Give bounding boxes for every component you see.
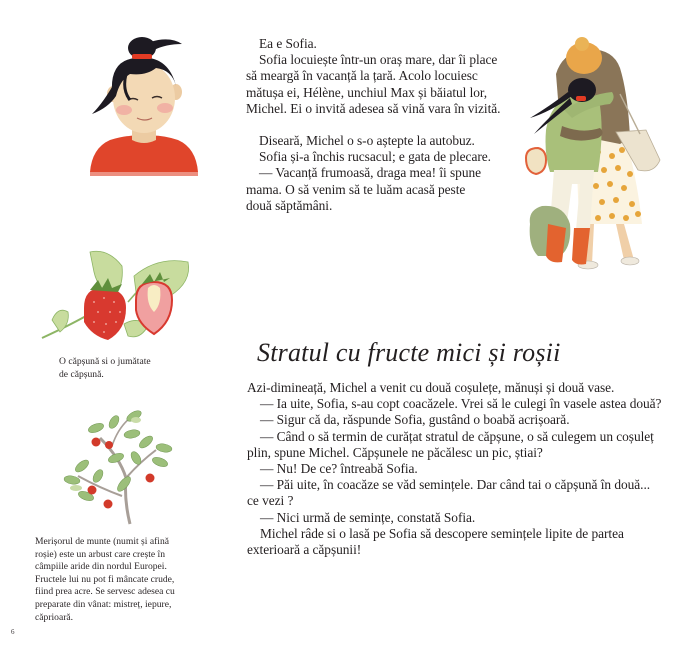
section-line: exterioară a căpșunii! xyxy=(247,542,362,558)
intro-line: Ea e Sofia. xyxy=(259,36,317,51)
strawberry-caption xyxy=(59,356,151,381)
caption-line: câmpiile aride din nordul Europei. xyxy=(35,561,167,573)
intro-line: să meargă în vacanță la țară. Acolo locuiesc xyxy=(246,68,478,84)
intro-text xyxy=(246,36,516,214)
intro-line: mama. O să venim să te luăm acasă peste xyxy=(246,181,466,197)
section-text xyxy=(247,380,667,558)
intro-line: Michel. Ei o invită adesea să vină vara în vizită. xyxy=(246,100,501,116)
section-line: Azi-dimineață, Michel a venit cu două coșulețe, mănuși și două vase. xyxy=(247,380,615,395)
section-line: — Sigur că da, răspunde Sofia, gustând o boabă acrișoară. xyxy=(260,412,570,428)
strawberries-illustration xyxy=(38,246,198,346)
intro-line: mătușa ei, Hélène, unchiul Max și băiatul lor, xyxy=(246,84,488,100)
paragraph-gap xyxy=(246,117,516,133)
caption-line: O căpșună si o jumătate xyxy=(59,356,151,367)
bearberry-illustration xyxy=(60,408,180,526)
section-line: — Ia uite, Sofia, s-au copt coacăzele. Vrei să le culegi în vasele astea două? xyxy=(260,396,662,412)
section-line: — Păi uite, în coacăze se văd semințele. Dar când tai o căpșună în două... xyxy=(260,477,651,493)
intro-line: — Vacanță frumoasă, draga mea! îi spune xyxy=(259,165,482,181)
caption-line: de căpșună. xyxy=(59,368,104,380)
section-line: — Nici urmă de semințe, constată Sofia. xyxy=(260,509,476,525)
caption-line: Fructele lui nu pot fi mâncate crude, xyxy=(35,573,175,585)
intro-line: două săptămâni. xyxy=(246,197,333,213)
caption-line: preparate din vânat: mistreț, iepure, xyxy=(35,598,172,610)
section-line: — Când o să termin de curățat stratul de căpșune, o să culegem un coșuleț xyxy=(260,428,654,444)
caption-line: fiind prea acre. Se servesc adesea cu xyxy=(35,586,175,598)
section-line: Michel râde si o lasă pe Sofia să descopere semințele lipite de partea xyxy=(260,525,624,541)
section-line: plin, spune Michel. Căpșunele ne păcălesc un pic, știai? xyxy=(247,444,543,460)
section-line: ce vezi ? xyxy=(247,493,294,509)
caption-line: roșie) este un arbust care crește în xyxy=(35,548,165,560)
hug-scene-illustration xyxy=(520,34,670,274)
caption-line: Merișorul de munte (numit și afină xyxy=(35,536,170,547)
caption-line: căprioară. xyxy=(35,611,74,623)
intro-line: Sofia și-a închis rucsacul; e gata de plecare. xyxy=(259,149,491,165)
section-line: — Nu! De ce? întreabă Sofia. xyxy=(260,461,418,477)
section-title: Stratul cu fructe mici și roșii xyxy=(257,338,561,367)
intro-line: Sofia locuiește într-un oraș mare, dar îi place xyxy=(259,52,498,68)
intro-line: Diseară, Michel o s-o aștepte la autobuz. xyxy=(259,133,475,149)
girl-portrait-illustration xyxy=(86,30,202,176)
bearberry-caption xyxy=(35,536,175,624)
page-number: 6 xyxy=(11,628,15,636)
